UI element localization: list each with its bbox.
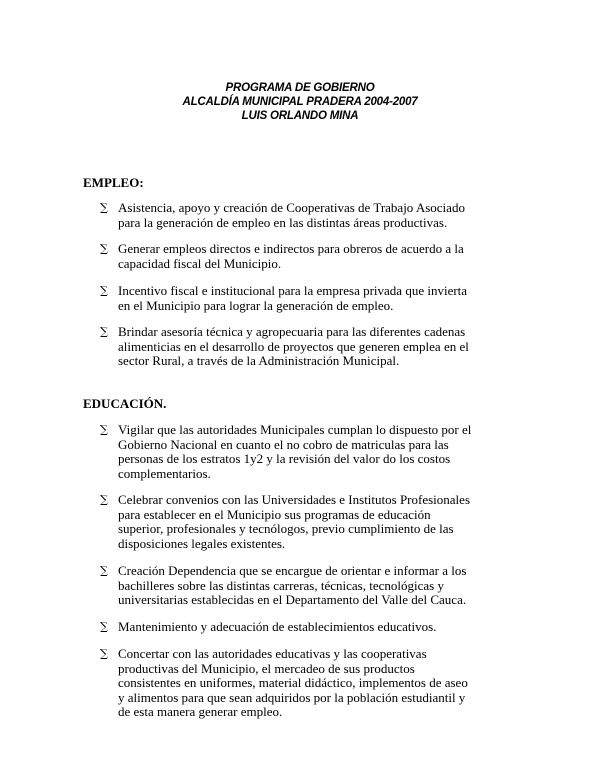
bullet-icon: ∑ bbox=[100, 493, 108, 506]
section-title-educacion: EDUCACIÓN. bbox=[83, 396, 167, 411]
list-item-text: Celebrar convenios con las Universidades e Institutos Profesionales para establecer en el Municipio sus programas de educación superior, profesionales y tecnólogos, previo cumplimiento de las disposiciones legales existentes. bbox=[118, 492, 470, 551]
list-item-text: Incentivo fiscal e institucional para la empresa privada que invierta en el Municipio para lograr la generación de empleo. bbox=[118, 283, 468, 313]
bullet-icon: ∑ bbox=[100, 620, 108, 633]
list-item-text: Brindar asesoría técnica y agropecuaria para las diferentes cadenas alimenticias en el desarrollo de proyectos que generen emplea en el sector Rural, a través de la Administración Municipal. bbox=[118, 324, 469, 368]
bullet-icon: ∑ bbox=[100, 284, 108, 297]
header-program-title: PROGRAMA DE GOBIERNO bbox=[225, 82, 375, 94]
bullet-icon: ∑ bbox=[100, 242, 108, 255]
list-item bbox=[100, 242, 518, 271]
bullet-icon: ∑ bbox=[100, 325, 108, 338]
list-item bbox=[100, 493, 518, 551]
list-item bbox=[100, 423, 518, 481]
list-item bbox=[100, 647, 518, 720]
bullet-icon: ∑ bbox=[100, 423, 108, 436]
bullet-icon: ∑ bbox=[100, 201, 108, 214]
section-title-empleo: EMPLEO: bbox=[83, 175, 144, 190]
document-header bbox=[0, 81, 600, 123]
bullet-icon: ∑ bbox=[100, 564, 108, 577]
header-candidate-name: LUIS ORLANDO MINA bbox=[241, 110, 359, 122]
list-item bbox=[100, 620, 518, 635]
list-item-text: Vigilar que las autoridades Municipales cumplan lo dispuesto por el Gobierno Nacional en cuanto el no cobro de matriculas para las personas de los estratos 1y2 y la revisión del valor do los costos complementarios. bbox=[118, 422, 472, 481]
bullet-icon: ∑ bbox=[100, 647, 108, 660]
list-item bbox=[100, 564, 518, 608]
header-mayoralty: ALCALDÍA MUNICIPAL PRADERA 2004-2007 bbox=[182, 96, 418, 108]
list-item-text: Generar empleos directos e indirectos para obreros de acuerdo a la capacidad fiscal del Municipio. bbox=[118, 241, 464, 271]
list-item-text: Mantenimiento y adecuación de establecimientos educativos. bbox=[118, 619, 437, 634]
list-item-text: Creación Dependencia que se encargue de orientar e informar a los bachilleres sobre las distintas carreras, técnicas, tecnológicas y universitarias establecidas en el Departamento del Valle del Cauca. bbox=[118, 563, 467, 607]
list-item bbox=[100, 201, 518, 230]
list-item-text: Concertar con las autoridades educativas y las cooperativas productivas del Municipio, el mercadeo de sus productos consistentes en uniformes, material didáctico, implementos de aseo y alimentos para que sean adquiridos por la población estudiantil y de esta manera generar empleo. bbox=[118, 646, 468, 719]
list-item-text: Asistencia, apoyo y creación de Cooperativas de Trabajo Asociado para la generación de empleo en las distintas áreas productivas. bbox=[118, 200, 465, 230]
list-item bbox=[100, 325, 518, 369]
list-item bbox=[100, 284, 518, 313]
